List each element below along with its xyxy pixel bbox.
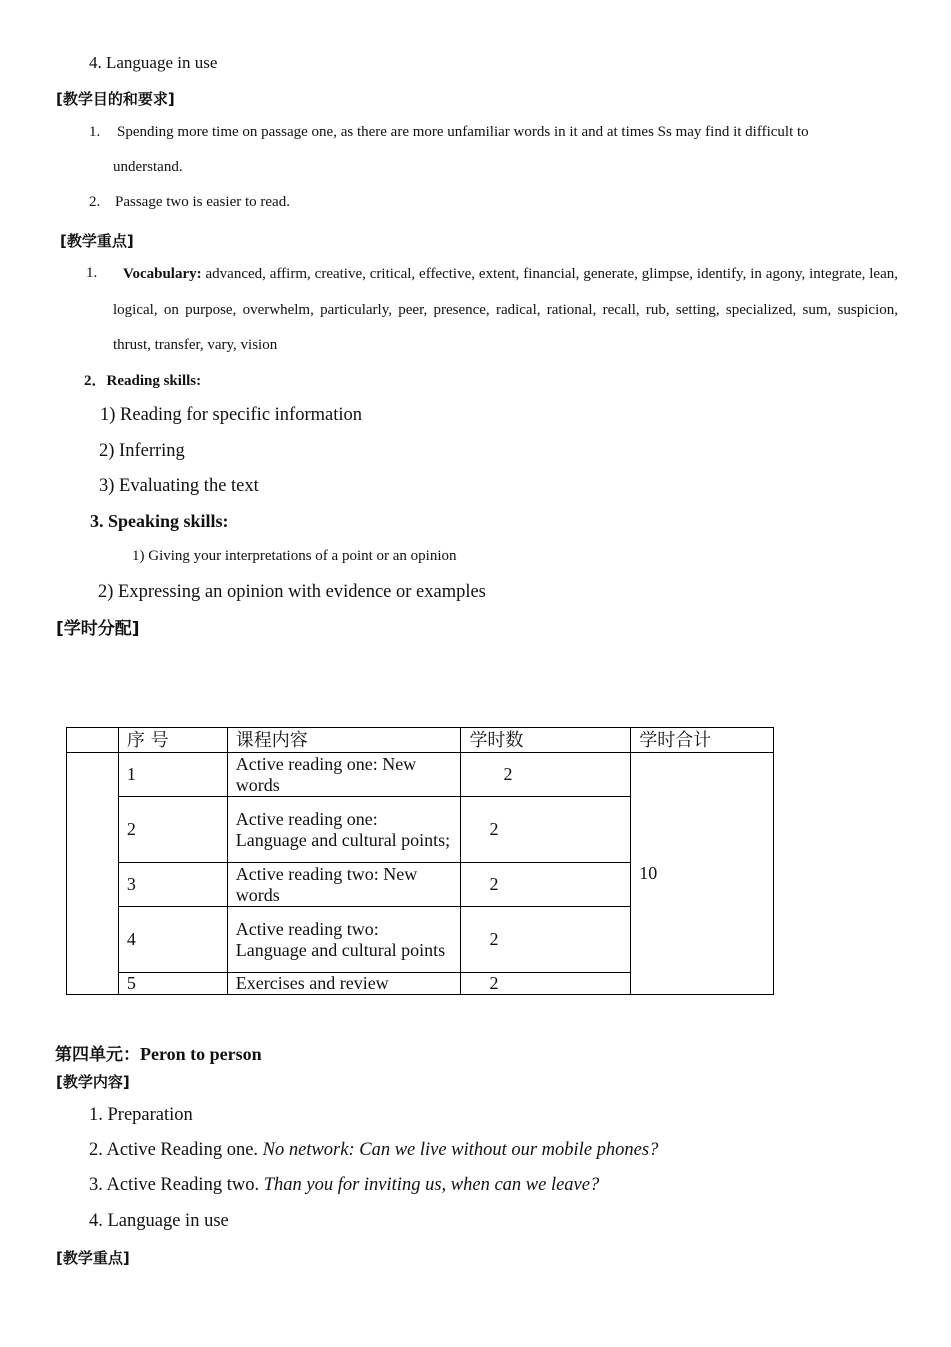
table-cell-content: Active reading two: New words — [227, 863, 461, 907]
table-header-cell: 课程内容 — [227, 728, 461, 753]
content-item: 2. Active Reading one. No network: Can we live without our mobile phones? — [89, 1140, 659, 1160]
table-cell-number: 5 — [118, 973, 227, 995]
content-item: 3. Active Reading two. Than you for inviting us, when can we leave? — [89, 1175, 600, 1195]
unit-title — [55, 1040, 262, 1065]
reading-skill-item: 2) Inferring — [99, 441, 185, 461]
table-cell-total: 10 — [631, 753, 774, 995]
section-heading-content: [教学内容] — [56, 1073, 130, 1091]
hours-table — [66, 727, 774, 995]
table-header-row — [67, 728, 774, 753]
vocab-number: 1. — [86, 265, 98, 281]
section-heading-focus: [教学重点] — [60, 232, 134, 250]
table-row — [67, 753, 774, 797]
unit-title-en: Peron to person — [140, 1044, 262, 1064]
table-cell-content: Active reading one: Language and cultural points; — [227, 797, 461, 863]
section-heading-goals: [教学目的和要求] — [56, 90, 175, 108]
reading-skill-item: 1) Reading for specific information — [100, 405, 362, 425]
table-header-cell: 学时数 — [461, 728, 631, 753]
speaking-skill-item: 1) Giving your interpretations of a point or an opinion — [132, 548, 457, 564]
table-cell-content: Active reading one: New words — [227, 753, 461, 797]
table-cell-content: Exercises and review — [227, 973, 461, 995]
goal-text-continued: understand. — [113, 159, 183, 175]
speaking-skill-item: 2) Expressing an opinion with evidence or examples — [98, 582, 486, 602]
vocabulary-paragraph — [113, 257, 898, 364]
vocabulary-list: advanced, affirm, creative, critical, effective, extent, financial, generate, glimpse, identify, in agony, integrate, lean, logical, on purpose, overwhelm, particularly, peer, presence, radical, rational, recall, rub, setting, specialized, sum, suspicion, thrust, transfer, vary, vision — [113, 266, 898, 353]
top-item: 4. Language in use — [89, 53, 218, 72]
goal-number: 1. — [89, 124, 101, 140]
speaking-skills-heading: 3. Speaking skills: — [90, 511, 229, 531]
table-cell-hours: 2 — [461, 907, 631, 973]
unit-title-cn: 第四单元： — [55, 1045, 140, 1065]
table-header-cell: 学时合计 — [631, 728, 774, 753]
reading-skills-heading: 2．Reading skills: — [84, 373, 202, 389]
goal-text: Passage two is easier to read. — [115, 194, 290, 210]
table-header-cell: 序 号 — [118, 728, 227, 753]
table-blank-cell — [67, 753, 119, 995]
content-item: 4. Language in use — [89, 1211, 229, 1231]
table-cell-hours: 2 — [461, 797, 631, 863]
table-cell-hours: 2 — [461, 973, 631, 995]
goal-text: Spending more time on passage one, as there are more unfamiliar words in it and at times Ss may find it difficult to — [117, 124, 809, 140]
section-heading-hours: [学时分配] — [56, 619, 140, 639]
table-cell-number: 1 — [118, 753, 227, 797]
section-heading-focus: [教学重点] — [56, 1249, 130, 1267]
table-cell-number: 3 — [118, 863, 227, 907]
table-cell-content: Active reading two: Language and cultural points — [227, 907, 461, 973]
table-corner-cell — [67, 728, 119, 753]
table-cell-hours: 2 — [461, 753, 631, 797]
table-cell-hours: 2 — [461, 863, 631, 907]
table-cell-number: 2 — [118, 797, 227, 863]
content-item: 1. Preparation — [89, 1105, 193, 1125]
table-cell-number: 4 — [118, 907, 227, 973]
vocabulary-label: Vocabulary: — [123, 266, 202, 282]
goal-number: 2. — [89, 194, 101, 210]
reading-skill-item: 3) Evaluating the text — [99, 476, 259, 496]
